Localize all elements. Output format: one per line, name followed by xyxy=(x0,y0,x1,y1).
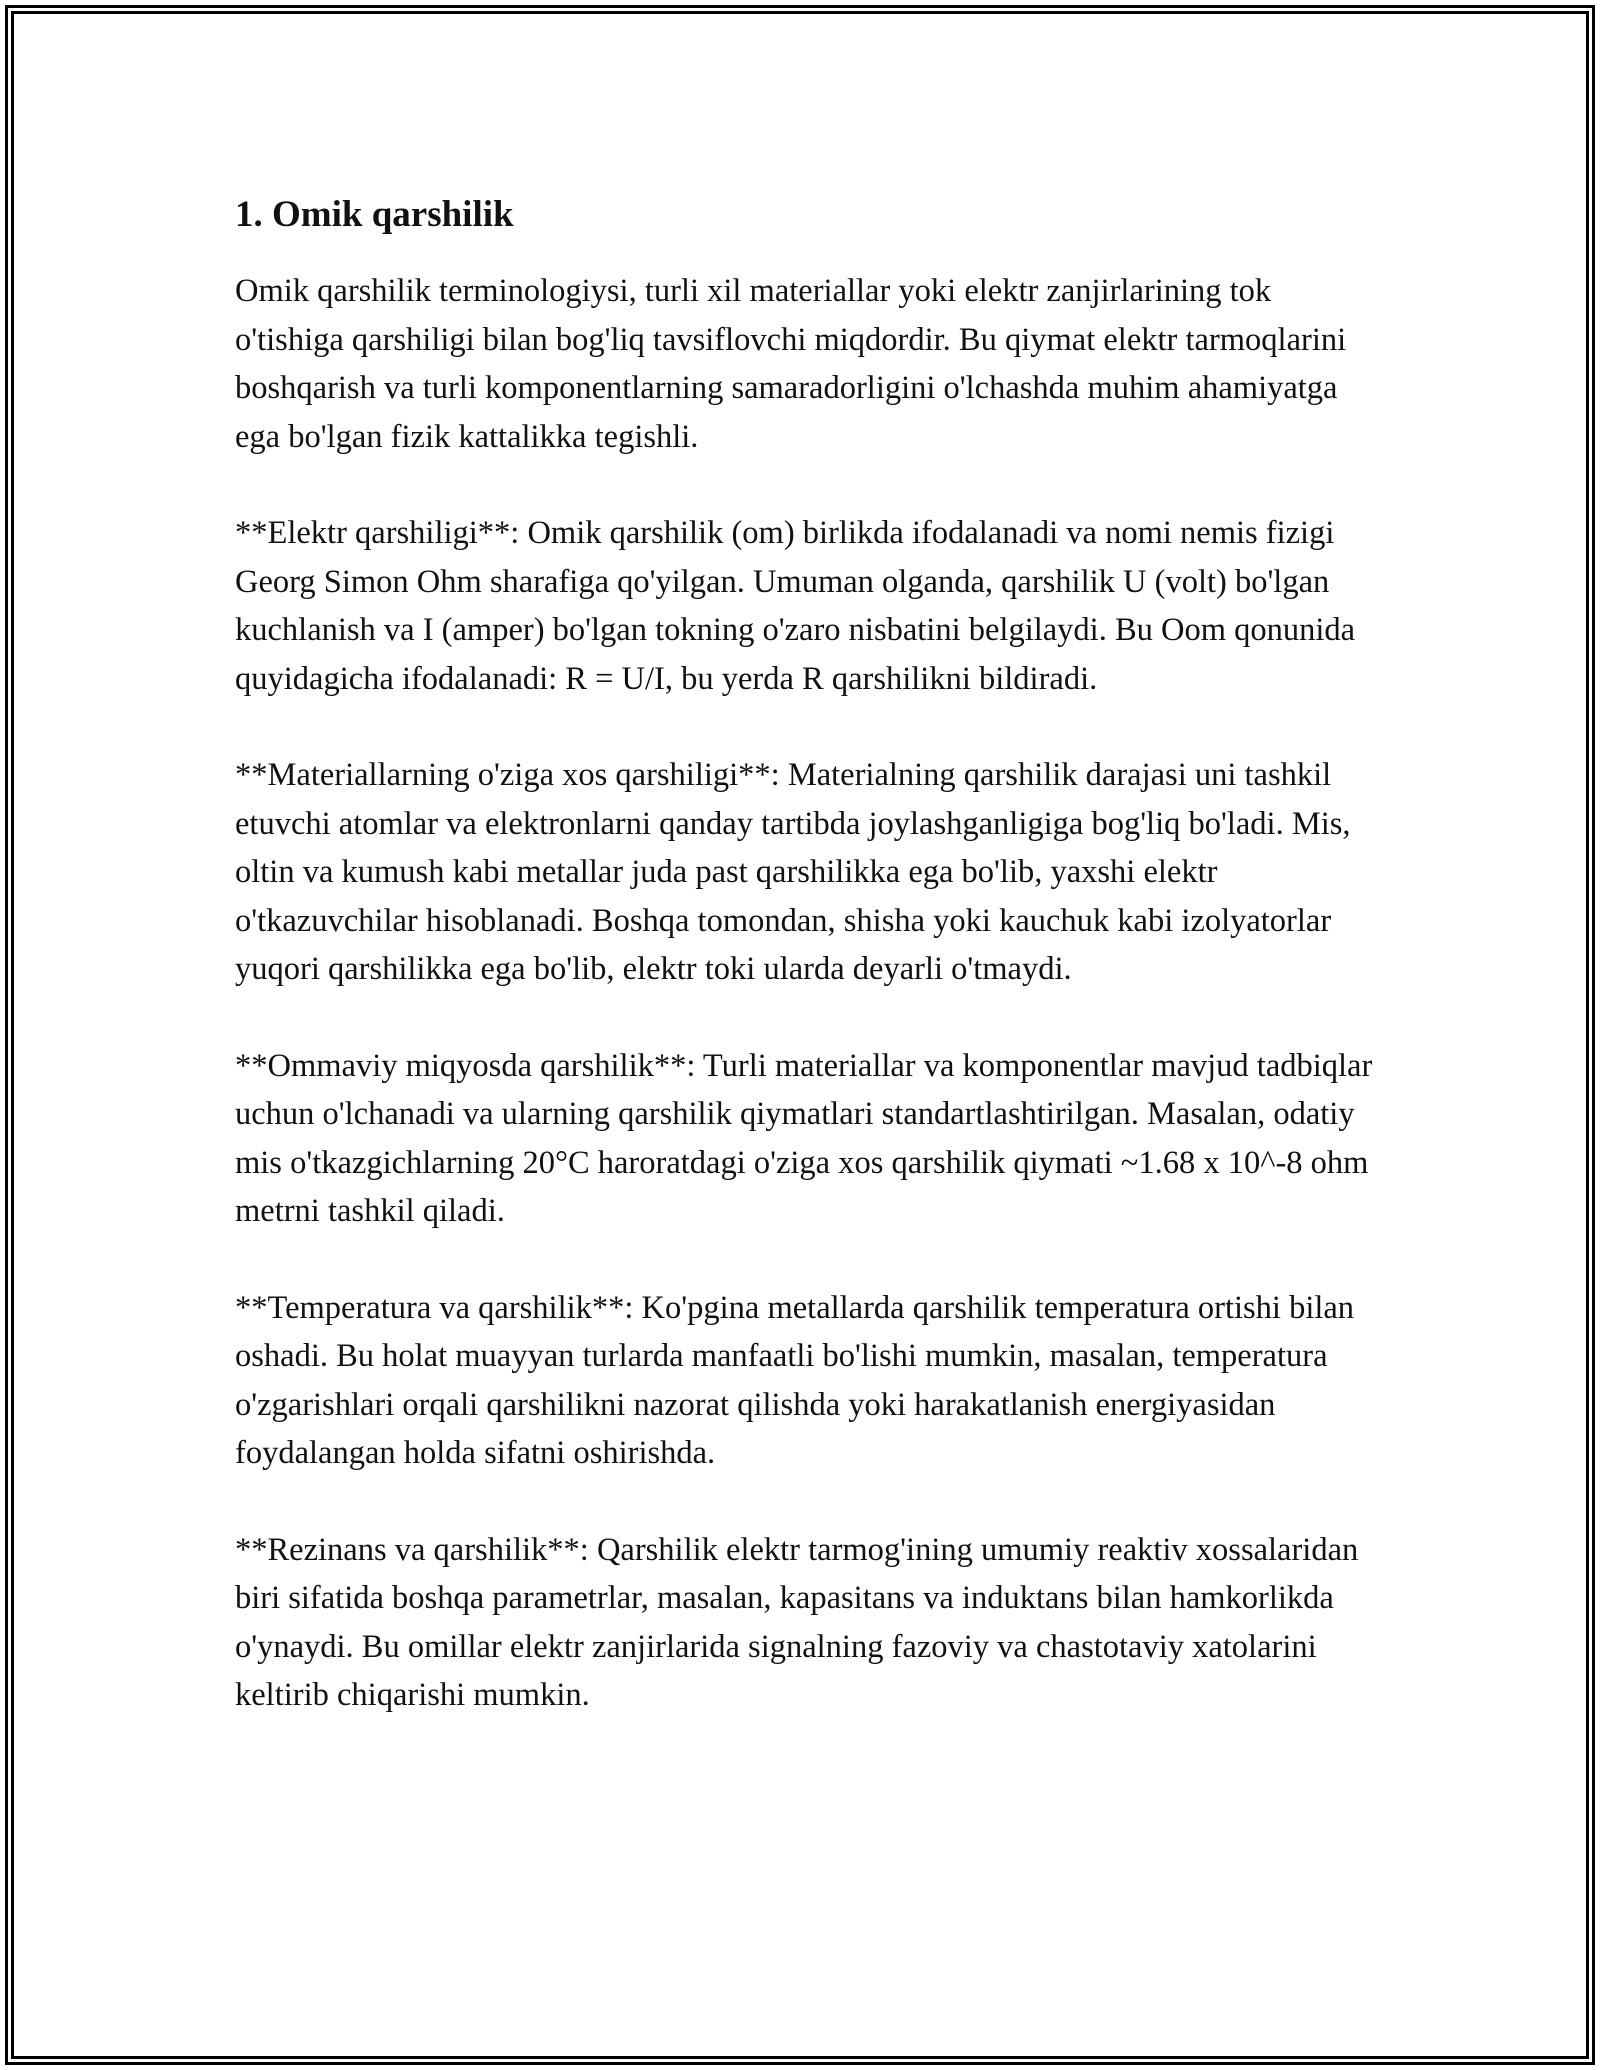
paragraph-electrical-resistance: **Elektr qarshiligi**: Omik qarshilik (om) birlikda ifodalanadi va nomi nemis fizigi Georg Simon Ohm sharafiga qo'yilgan. Umuman olganda, qarshilik U (volt) bo'lgan kuchlanish va I (amper) bo'lgan tokning o'zaro nisbatini belgilaydi. Bu Oom qonunida quyidagicha ifodalanadi: R = U/I, bu yerda R qarshilikni bildiradi. xyxy=(235,515,1356,697)
section-heading: 1. Omik qarshilik xyxy=(235,194,514,235)
paragraph-mass-scale-resistance: **Ommaviy miqyosda qarshilik**: Turli materiallar va komponentlar mavjud tadbiqlar uchun o'lchanadi va ularning qarshilik qiymatlari standartlashtirilgan. Masalan, odatiy mis o'tkazgichlarning 20°C haroratdagi o'ziga xos qarshilik qiymati ~1.68 x 10^-8 ohm metrni tashkil qiladi. xyxy=(235,1047,1373,1229)
paragraph-temperature-resistance: **Temperatura va qarshilik**: Ko'pgina metallarda qarshilik temperatura ortishi bilan oshadi. Bu holat muayyan turlarda manfaatli bo'lishi mumkin, masalan, temperatura o'zgarishlari orqali qarshilikni nazorat qilishda yoki harakatlanish energiyasidan foydalangan holda sifatni oshirishda. xyxy=(235,1289,1355,1471)
paragraph-intro: Omik qarshilik terminologiysi, turli xil materiallar yoki elektr zanjirlarining tok o'tishiga qarshiligi bilan bog'liq tavsiflovchi miqdordir. Bu qiymat elektr tarmoqlarini boshqarish va turli komponentlarning samaradorligini o'lchashda muhim ahamiyatga ega bo'lgan fizik kattalikka tegishli. xyxy=(235,273,1347,455)
paragraph-resonance-resistance: **Rezinans va qarshilik**: Qarshilik elektr tarmog'ining umumiy reaktiv xossalaridan biri sifatida boshqa parametrlar, masalan, kapasitans va induktans bilan hamkorlikda o'ynaydi. Bu omillar elektr zanjirlarida signalning fazoviy va chastotaviy xatolarini keltirib chiqarishi mumkin. xyxy=(235,1531,1359,1713)
paragraph-material-resistivity: **Materiallarning o'ziga xos qarshiligi**: Materialning qarshilik darajasi uni tashkil etuvchi atomlar va elektronlarni qanday tartibda joylashganligiga bog'liq bo'ladi. Mis, oltin va kumush kabi metallar juda past qarshilikka ega bo'lib, yaxshi elektr o'tkazuvchilar hisoblanadi. Boshqa tomondan, shisha yoki kauchuk kabi izolyatorlar yuqori qarshilikka ega bo'lib, elektr toki ularda deyarli o'tmaydi. xyxy=(235,757,1351,987)
document-body xyxy=(235,185,1375,1768)
